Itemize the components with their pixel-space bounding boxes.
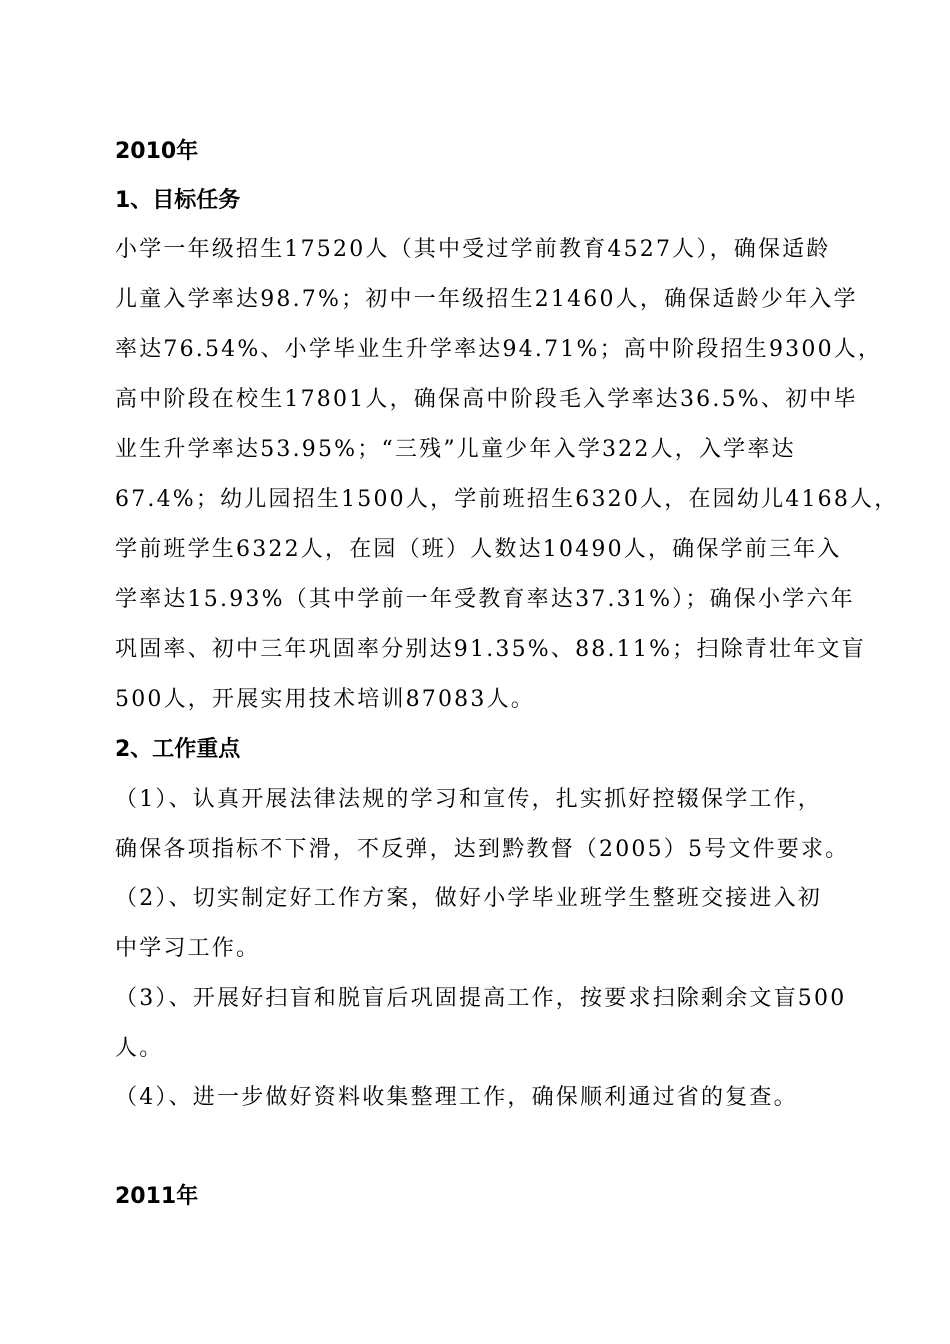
body-line: 巩固率、初中三年巩固率分别达91.35%、88.11%；扫除青壮年文盲 xyxy=(115,637,866,662)
body-line: 儿童入学率达98.7%；初中一年级招生21460人，确保适龄少年入学 xyxy=(115,287,858,312)
year-2011-heading: 2011年 xyxy=(115,1184,199,1209)
body-line: 率达76.54%、小学毕业生升学率达94.71%；高中阶段招生9300人， xyxy=(115,337,883,362)
section-2-heading: 2、工作重点 xyxy=(115,737,241,762)
body-line: 学率达15.93%（其中学前一年受教育率达37.31%）；确保小学六年 xyxy=(115,587,855,612)
body-line: 67.4%；幼儿园招生1500人，学前班招生6320人，在园幼儿4168人， xyxy=(115,487,899,512)
list-item-line: 人。 xyxy=(115,1036,164,1061)
body-line: 学前班学生6322人，在园（班）人数达10490人，确保学前三年入 xyxy=(115,537,842,562)
list-item-line: （3）、开展好扫盲和脱盲后巩固提高工作，按要求扫除剩余文盲500 xyxy=(115,986,847,1011)
section-1-heading: 1、目标任务 xyxy=(115,188,241,213)
year-2010-heading: 2010年 xyxy=(115,139,199,164)
body-line: 500人，开展实用技术培训87083人。 xyxy=(115,687,535,712)
body-line: 小学一年级招生17520人（其中受过学前教育4527人），确保适龄 xyxy=(115,237,831,262)
list-item-line: （1）、认真开展法律法规的学习和宣传，扎实抓好控辍保学工作， xyxy=(115,787,822,812)
list-item-line: 确保各项指标不下滑，不反弹，达到黔教督（2005）5号文件要求。 xyxy=(115,837,850,862)
body-line: 高中阶段在校生17801人，确保高中阶段毛入学率达36.5%、初中毕 xyxy=(115,387,858,412)
list-item-line: 中学习工作。 xyxy=(115,936,261,961)
body-line: 业生升学率达53.95%；“三残”儿童少年入学322人，入学率达 xyxy=(115,437,796,462)
list-item-line: （2）、切实制定好工作方案，做好小学毕业班学生整班交接进入初 xyxy=(115,886,822,911)
list-item-line: （4）、进一步做好资料收集整理工作，确保顺利通过省的复查。 xyxy=(115,1085,798,1110)
